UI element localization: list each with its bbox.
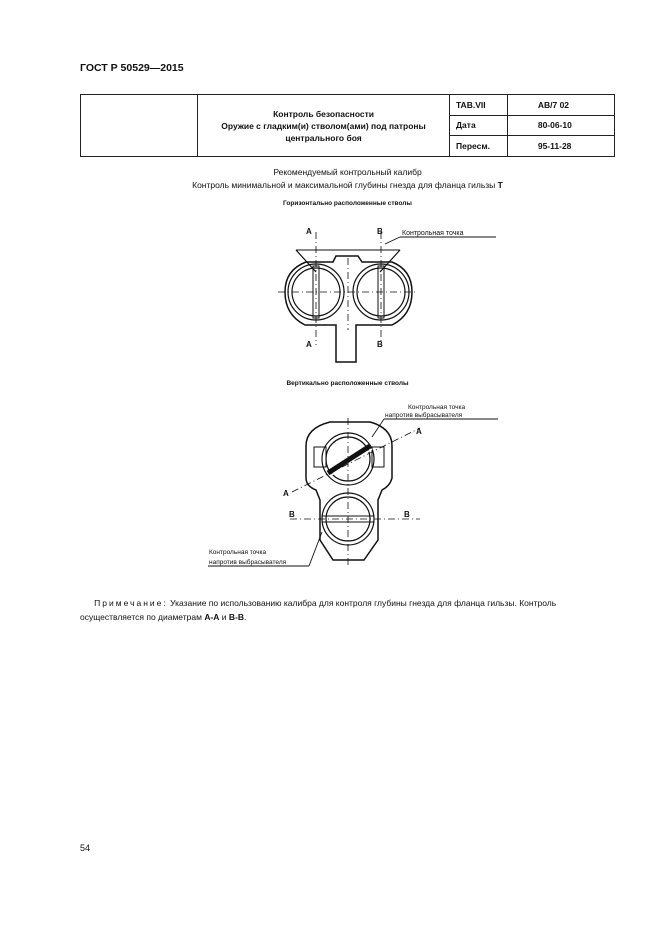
figure1-subtitle: Горизонтально расположенные стволы <box>283 200 412 207</box>
fig1-label-b-top: B <box>377 227 383 236</box>
fig2-label-b-right: B <box>404 510 410 519</box>
note-and: и <box>219 612 229 622</box>
fig1-label-a-bottom: A <box>306 340 312 349</box>
note <box>80 596 615 624</box>
fig1-label-a-top: A <box>306 227 312 236</box>
note-text: Указание по использованию калибра для контроля глубины гнезда для фланца гильзы. Контроль осуществляется по диаметрам <box>80 598 557 622</box>
document-code: ГОСТ Р 50529—2015 <box>80 62 184 74</box>
fig2-control-point-top-1: Контрольная точка <box>408 404 466 411</box>
header-key-tab: TAB.VII <box>450 95 508 116</box>
title-line-3: центрального боя <box>285 132 362 143</box>
header-key-revised: Пересм. <box>450 136 508 157</box>
header-value-revised: 95-11-28 <box>507 136 614 157</box>
page-number: 54 <box>80 843 91 853</box>
header-value-date: 80-06-10 <box>507 115 614 136</box>
header-value-tab: AB/7 02 <box>507 95 614 116</box>
figure2-drawing <box>208 418 498 566</box>
caption-line-2-bold: T <box>497 180 503 190</box>
fig2-control-point-top-2: напротив выбрасывателя <box>385 412 463 419</box>
title-line-2: Оружие с гладким(и) стволом(ами) под патроны <box>221 120 426 131</box>
caption-line-1: Рекомендуемый контрольный калибр <box>273 167 422 177</box>
fig2-label-b-left: B <box>289 510 295 519</box>
fig2-control-point-bottom-2: напротив выбрасывателя <box>209 559 287 566</box>
fig2-label-a-right: A <box>416 427 422 436</box>
note-label: Примечание: <box>94 598 168 608</box>
note-end: . <box>244 612 247 622</box>
figure2-subtitle: Вертикально расположенные стволы <box>286 380 409 387</box>
fig2-control-point-bottom-1: Контрольная точка <box>209 549 267 556</box>
caption-line-2-text: Контроль минимальной и максимальной глубины гнезда для фланца гильзы <box>192 180 498 190</box>
title-line-1: Контроль безопасности <box>273 108 375 119</box>
fig2-label-a-left: A <box>283 489 289 498</box>
fig1-label-b-bottom: B <box>377 340 383 349</box>
note-diameter-aa: A-A <box>204 612 220 622</box>
note-diameter-bb: B-B <box>228 612 245 622</box>
header-key-date: Дата <box>450 115 508 136</box>
fig1-control-point: Контрольная точка <box>402 230 464 237</box>
